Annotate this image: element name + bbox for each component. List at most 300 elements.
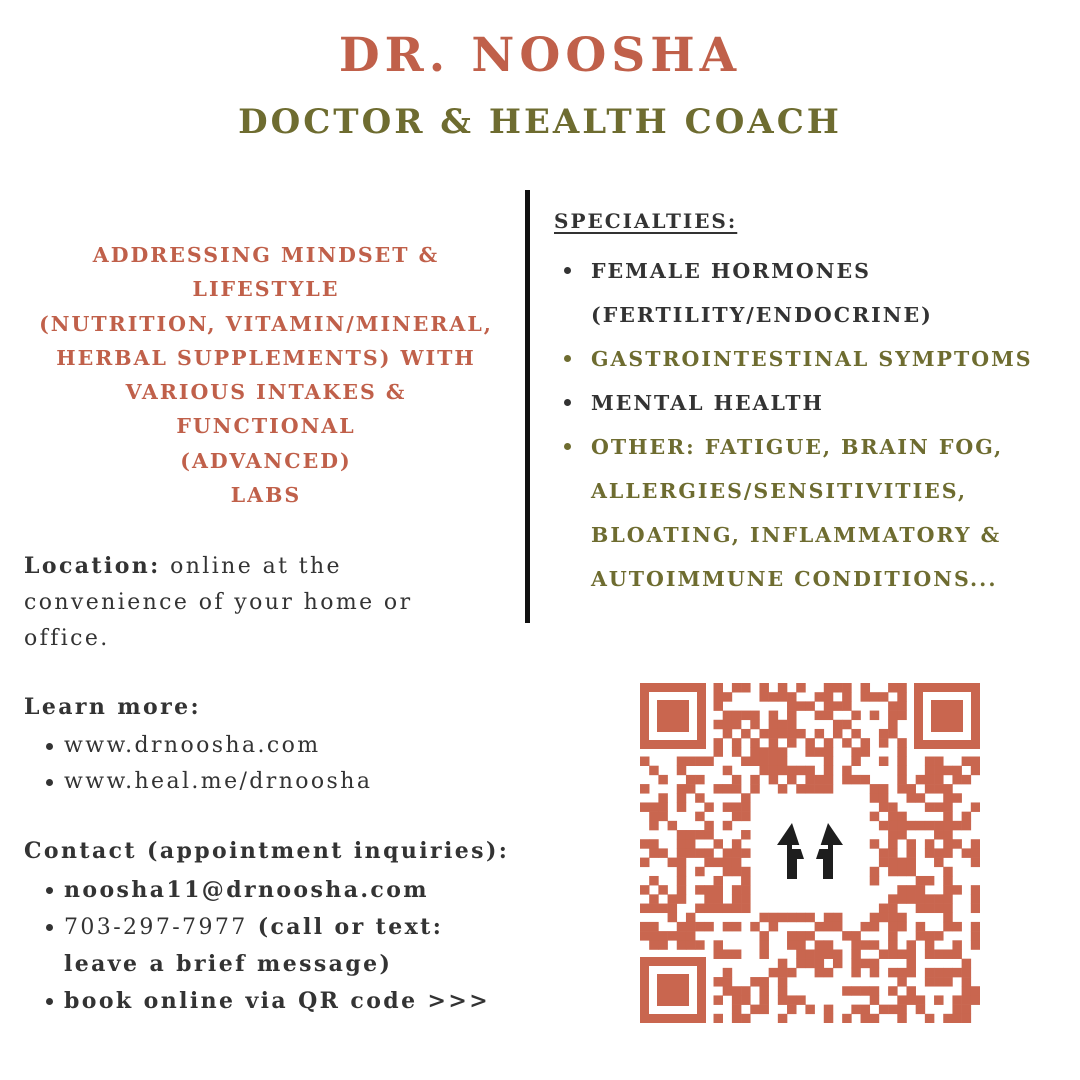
qr-module: [842, 931, 851, 940]
qr-module: [842, 775, 851, 784]
qr-module: [870, 940, 879, 949]
qr-module: [732, 986, 741, 995]
qr-module: [897, 968, 906, 977]
qr-module: [861, 775, 870, 784]
specialty-item: [554, 249, 1074, 337]
qr-module: [677, 894, 686, 903]
qr-module: [723, 729, 732, 738]
qr-module: [879, 784, 888, 793]
qr-module: [732, 720, 741, 729]
qr-module: [677, 766, 686, 775]
qr-module: [640, 839, 649, 848]
qr-module: [658, 904, 667, 913]
qr-module: [925, 848, 934, 857]
qr-module: [897, 784, 906, 793]
specialty-line: GASTROINTESTINAL SYMPTOMS: [591, 347, 1033, 371]
qr-logo-background: [760, 803, 860, 903]
qr-module: [906, 959, 915, 968]
qr-module: [952, 775, 961, 784]
qr-module: [952, 793, 961, 802]
qr-module: [778, 1014, 787, 1023]
qr-module: [962, 977, 971, 986]
qr-module: [897, 894, 906, 903]
qr-module: [714, 894, 723, 903]
qr-module: [805, 775, 814, 784]
phone-number[interactable]: 703-297-7977: [64, 915, 248, 940]
qr-module: [906, 821, 915, 830]
qr-module: [686, 784, 695, 793]
qr-module: [723, 692, 732, 701]
qr-module: [962, 775, 971, 784]
qr-module: [861, 738, 870, 747]
qr-module: [649, 848, 658, 857]
qr-module: [879, 913, 888, 922]
qr-module: [732, 775, 741, 784]
qr-module: [934, 757, 943, 766]
qr-module: [686, 913, 695, 922]
qr-module: [833, 949, 842, 958]
qr-module: [759, 931, 768, 940]
qr-module: [778, 766, 787, 775]
qr-module: [732, 858, 741, 867]
qr-module: [906, 885, 915, 894]
qr-module: [851, 747, 860, 756]
qr-module: [824, 747, 833, 756]
qr-module: [906, 858, 915, 867]
qr-module: [943, 766, 952, 775]
qr-module: [750, 738, 759, 747]
focus-statement: [16, 238, 516, 512]
qr-module: [952, 1005, 961, 1014]
qr-module: [787, 766, 796, 775]
qr-module: [851, 729, 860, 738]
qr-module: [668, 904, 677, 913]
qr-module: [658, 931, 667, 940]
qr-module: [732, 885, 741, 894]
qr-module: [805, 784, 814, 793]
qr-module: [824, 940, 833, 949]
qr-module: [796, 729, 805, 738]
qr-module: [906, 995, 915, 1004]
qr-module: [732, 747, 741, 756]
qr-module: [695, 775, 704, 784]
qr-module: [668, 931, 677, 940]
qr-module: [714, 904, 723, 913]
qr-module: [943, 904, 952, 913]
qr-module: [952, 995, 961, 1004]
qr-module: [952, 922, 961, 931]
qr-module: [925, 876, 934, 885]
qr-module: [888, 720, 897, 729]
qr-module: [677, 784, 686, 793]
qr-module: [943, 1014, 952, 1023]
qr-module: [897, 701, 906, 710]
focus-line: VARIOUS INTAKES &: [125, 380, 407, 405]
qr-module: [906, 940, 915, 949]
qr-module: [925, 766, 934, 775]
qr-module: [943, 949, 952, 958]
website-link[interactable]: www.drnoosha.com: [24, 728, 372, 764]
qr-module: [897, 858, 906, 867]
specialty-line: BLOATING, INFLAMMATORY &: [591, 523, 1002, 547]
qr-module: [824, 1014, 833, 1023]
qr-module: [824, 913, 833, 922]
qr-module: [732, 1014, 741, 1023]
qr-module: [870, 986, 879, 995]
qr-module: [723, 949, 732, 958]
qr-module: [677, 876, 686, 885]
qr-module: [870, 692, 879, 701]
qr-module: [640, 757, 649, 766]
qr-module: [677, 830, 686, 839]
qr-module: [769, 913, 778, 922]
qr-module: [732, 1005, 741, 1014]
qr-module: [925, 784, 934, 793]
location-info: [24, 548, 464, 657]
qr-module: [778, 757, 787, 766]
qr-module: [888, 986, 897, 995]
qr-module: [916, 876, 925, 885]
qr-module: [943, 968, 952, 977]
qr-module: [714, 839, 723, 848]
qr-module: [971, 858, 980, 867]
qr-module: [861, 922, 870, 931]
qr-module: [815, 711, 824, 720]
qr-module: [870, 913, 879, 922]
qr-module: [971, 995, 980, 1004]
qr-module: [861, 683, 870, 692]
qr-module: [870, 784, 879, 793]
qr-module: [962, 986, 971, 995]
qr-module: [906, 949, 915, 958]
qr-module: [704, 821, 713, 830]
qr-module: [962, 995, 971, 1004]
qr-module: [842, 701, 851, 710]
qr-module: [906, 784, 915, 793]
qr-module: [640, 784, 649, 793]
qr-module: [824, 775, 833, 784]
qr-module: [695, 904, 704, 913]
qr-module: [888, 711, 897, 720]
qr-module: [934, 848, 943, 857]
qr-module: [805, 931, 814, 940]
qr-module: [952, 766, 961, 775]
qr-module: [778, 968, 787, 977]
qr-module: [759, 986, 768, 995]
qr-module: [962, 757, 971, 766]
qr-module: [741, 812, 750, 821]
qr-module: [943, 977, 952, 986]
qr-module: [952, 839, 961, 848]
specialty-item: [554, 337, 1074, 381]
qr-module: [686, 775, 695, 784]
qr-module: [943, 876, 952, 885]
qr-module: [723, 784, 732, 793]
qr-module: [796, 784, 805, 793]
qr-module: [842, 692, 851, 701]
qr-module: [943, 821, 952, 830]
qr-module: [934, 995, 943, 1004]
qr-module: [842, 766, 851, 775]
qr-module: [833, 683, 842, 692]
qr-module: [870, 793, 879, 802]
qr-module: [640, 858, 649, 867]
qr-module: [714, 701, 723, 710]
specialty-line: ALLERGIES/SENSITIVITIES,: [591, 479, 967, 503]
qr-module: [695, 940, 704, 949]
qr-module: [925, 904, 934, 913]
qr-module: [888, 904, 897, 913]
qr-module: [897, 821, 906, 830]
qr-module: [741, 894, 750, 903]
qr-module: [824, 738, 833, 747]
qr-module: [759, 683, 768, 692]
qr-module: [759, 692, 768, 701]
qr-module: [649, 894, 658, 903]
qr-module: [906, 848, 915, 857]
qr-module: [805, 959, 814, 968]
qr-module: [677, 931, 686, 940]
qr-module: [943, 913, 952, 922]
qr-module: [897, 738, 906, 747]
qr-module: [879, 692, 888, 701]
qr-module: [741, 793, 750, 802]
qr-module: [741, 802, 750, 811]
qr-module: [861, 692, 870, 701]
qr-module: [723, 986, 732, 995]
qr-module: [677, 858, 686, 867]
qr-module: [851, 959, 860, 968]
qr-module: [879, 729, 888, 738]
qr-module: [888, 913, 897, 922]
qr-module: [815, 922, 824, 931]
qr-module: [861, 959, 870, 968]
qr-module: [943, 802, 952, 811]
qr-module: [704, 802, 713, 811]
qr-module: [851, 940, 860, 949]
qr-module: [906, 986, 915, 995]
qr-module: [888, 821, 897, 830]
qr-module: [723, 848, 732, 857]
qr-module: [769, 775, 778, 784]
qr-module: [934, 821, 943, 830]
qr-module: [971, 986, 980, 995]
qr-module: [888, 802, 897, 811]
qr-module: [842, 720, 851, 729]
qr-module: [897, 977, 906, 986]
qr-module: [759, 940, 768, 949]
qr-module: [824, 683, 833, 692]
qr-module: [723, 821, 732, 830]
qr-module: [943, 922, 952, 931]
qr-module: [759, 766, 768, 775]
qr-module: [879, 949, 888, 958]
qr-module: [714, 885, 723, 894]
qr-module: [686, 757, 695, 766]
qr-module: [723, 720, 732, 729]
qr-module: [787, 720, 796, 729]
qr-module: [925, 968, 934, 977]
qr-module: [888, 949, 897, 958]
qr-module: [934, 802, 943, 811]
qr-module: [750, 757, 759, 766]
qr-module: [925, 894, 934, 903]
qr-module: [861, 1014, 870, 1023]
qr-module: [732, 738, 741, 747]
qr-module: [897, 1014, 906, 1023]
qr-module: [695, 885, 704, 894]
qr-module: [805, 913, 814, 922]
qr-module: [879, 802, 888, 811]
qr-module: [723, 867, 732, 876]
qr-module: [778, 729, 787, 738]
qr-module: [805, 949, 814, 958]
qr-module: [750, 977, 759, 986]
qr-module: [971, 894, 980, 903]
qr-module: [943, 830, 952, 839]
qr-module: [815, 949, 824, 958]
qr-module: [888, 858, 897, 867]
qr-module: [677, 940, 686, 949]
qr-finder-top-right: [914, 683, 980, 749]
specialty-line: FEMALE HORMONES: [591, 259, 871, 283]
qr-module: [888, 812, 897, 821]
qr-module: [741, 876, 750, 885]
qr-module: [897, 922, 906, 931]
qr-module: [952, 885, 961, 894]
qr-module: [759, 747, 768, 756]
qr-module: [824, 692, 833, 701]
qr-module: [943, 848, 952, 857]
qr-module: [778, 959, 787, 968]
qr-module: [695, 793, 704, 802]
qr-module: [897, 830, 906, 839]
qr-module: [677, 885, 686, 894]
qr-module: [870, 839, 879, 848]
qr-module: [870, 711, 879, 720]
qr-module: [778, 977, 787, 986]
qr-module: [668, 821, 677, 830]
qr-module: [888, 830, 897, 839]
specialty-line: OTHER: FATIGUE, BRAIN FOG,: [591, 435, 1004, 459]
focus-line: FUNCTIONAL: [176, 414, 356, 439]
qr-module: [833, 959, 842, 968]
qr-module: [750, 1005, 759, 1014]
qr-module: [714, 692, 723, 701]
qr-module: [916, 904, 925, 913]
qr-module: [962, 821, 971, 830]
qr-module: [833, 701, 842, 710]
qr-module: [640, 904, 649, 913]
qr-module: [778, 683, 787, 692]
contact-heading: Contact (appointment inquiries):: [24, 838, 510, 864]
qr-module: [815, 747, 824, 756]
qr-module: [787, 729, 796, 738]
qr-module: [888, 940, 897, 949]
qr-module: [704, 830, 713, 839]
qr-module: [851, 1005, 860, 1014]
qr-module: [787, 692, 796, 701]
qr-module: [732, 812, 741, 821]
qr-module: [759, 995, 768, 1004]
qr-module: [796, 931, 805, 940]
qr-module: [704, 894, 713, 903]
qr-module: [759, 1005, 768, 1014]
qr-module: [796, 949, 805, 958]
qr-module: [649, 812, 658, 821]
specialty-item: [554, 425, 1074, 601]
qr-module: [934, 858, 943, 867]
qr-module: [897, 775, 906, 784]
qr-module: [732, 949, 741, 958]
qr-module: [906, 968, 915, 977]
qr-module: [870, 922, 879, 931]
qr-module: [732, 867, 741, 876]
qr-module: [723, 968, 732, 977]
qr-module: [916, 885, 925, 894]
qr-module: [851, 757, 860, 766]
qr-module: [796, 995, 805, 1004]
qr-module: [897, 812, 906, 821]
contact-phone-item: [24, 909, 524, 983]
qr-module: [649, 922, 658, 931]
qr-module: [741, 986, 750, 995]
qr-module: [897, 747, 906, 756]
qr-module: [861, 1005, 870, 1014]
qr-module: [714, 940, 723, 949]
qr-module: [723, 904, 732, 913]
qr-module: [741, 711, 750, 720]
qr-module: [934, 784, 943, 793]
qr-module: [879, 821, 888, 830]
qr-module: [805, 738, 814, 747]
qr-module: [824, 711, 833, 720]
qr-module: [741, 1014, 750, 1023]
qr-module: [952, 968, 961, 977]
qr-module: [888, 1005, 897, 1014]
qr-module: [714, 784, 723, 793]
qr-module: [934, 830, 943, 839]
qr-module: [796, 940, 805, 949]
qr-module: [714, 1014, 723, 1023]
qr-module: [750, 775, 759, 784]
email-link[interactable]: noosha11@drnoosha.com: [64, 877, 429, 903]
qr-module: [723, 858, 732, 867]
qr-module: [649, 802, 658, 811]
booking-qr-code[interactable]: [640, 683, 980, 1023]
qr-module: [658, 775, 667, 784]
qr-module: [943, 784, 952, 793]
qr-module: [833, 720, 842, 729]
qr-module: [732, 683, 741, 692]
qr-module: [686, 848, 695, 857]
qr-module: [824, 968, 833, 977]
qr-module: [732, 802, 741, 811]
qr-module: [805, 1005, 814, 1014]
qr-module: [851, 949, 860, 958]
qr-module: [861, 747, 870, 756]
qr-module: [925, 839, 934, 848]
qr-module: [723, 977, 732, 986]
qr-module: [897, 683, 906, 692]
qr-module: [649, 904, 658, 913]
heal-me-link[interactable]: www.heal.me/drnoosha: [24, 764, 372, 800]
qr-module: [714, 876, 723, 885]
location-label: Location:: [24, 553, 161, 579]
qr-module: [732, 894, 741, 903]
qr-module: [787, 711, 796, 720]
qr-module: [695, 922, 704, 931]
